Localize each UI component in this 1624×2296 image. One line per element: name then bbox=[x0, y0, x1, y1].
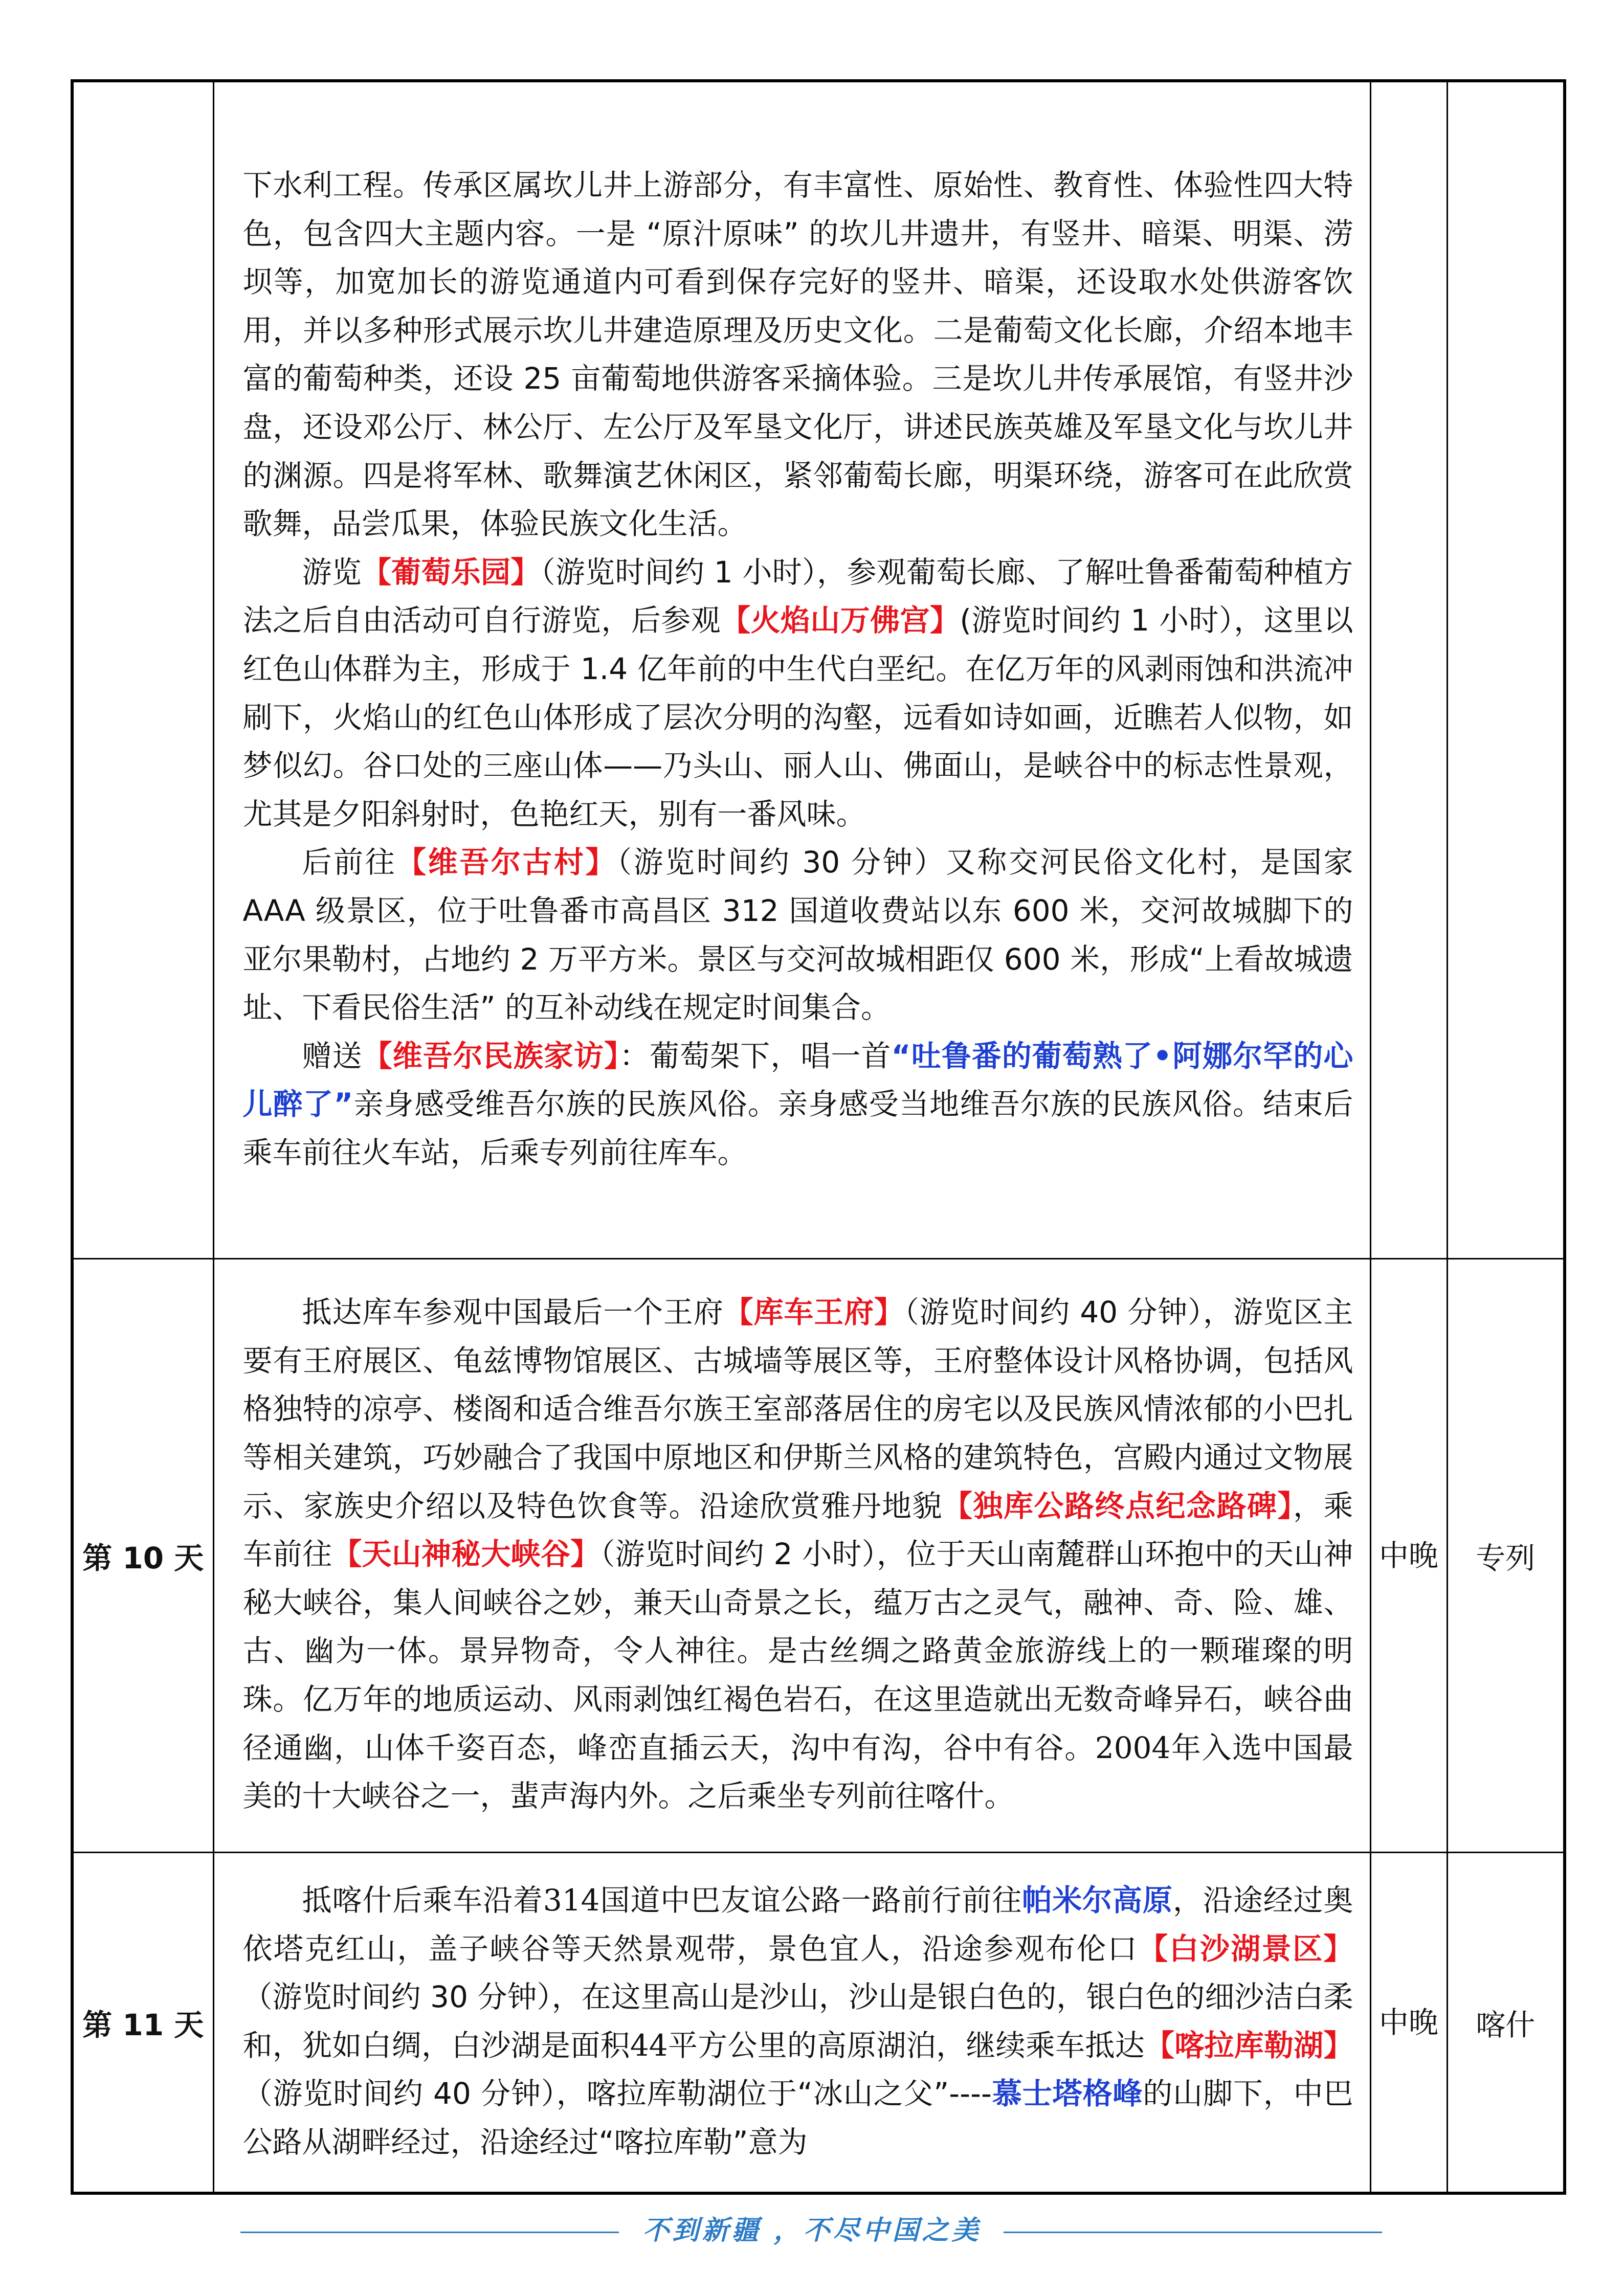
itinerary-table bbox=[71, 79, 1566, 2195]
meal-cell: 中晚 bbox=[1370, 1258, 1447, 1852]
text-run: 平方公里的高原湖泊，继续乘车抵达 bbox=[668, 2028, 1145, 2063]
meal-cell bbox=[1370, 81, 1447, 1258]
text-run: （游览时间约 40 分钟），游览区主要有王府展区、龟兹博物馆展区、古城墙等展区等，王府整体设计风格协调，包括风格独特的凉亭、楼阁和适合维吾尔族王室部落居住的房宅以及民族风情浓郁的小巴扎等相关建筑，巧妙融合了我国中原地区和伊斯兰风格的建筑特色，宫殿内通过文物展示、家族史介绍以及特色饮食等。沿途欣赏雅丹地貌 bbox=[242, 1295, 1353, 1523]
text-run: ，乘车前往 bbox=[242, 1488, 1353, 1572]
description-paragraph bbox=[243, 838, 1353, 1031]
text-run: 亲身感受维吾尔族的民族风俗。亲身感受当地维吾尔族的民族风俗。结束后乘车前往火车站，后乘专列前往库车。 bbox=[242, 1087, 1353, 1170]
table-row bbox=[72, 1258, 1565, 1852]
meal-cell: 中晚 bbox=[1370, 1852, 1447, 2193]
attraction-name: 【维吾尔古村】 bbox=[396, 845, 617, 880]
description-paragraph bbox=[243, 1288, 1353, 1820]
description-paragraph: 下水利工程。传承区属坎儿井上游部分，有丰富性、原始性、教育性、体验性四大特色，包含四大主题内容。一是 “原汁原味” 的坎儿井遗井，有竖井、暗渠、明渠、涝坝等，加宽加长的游览通道内可看到保存完好的竖井、暗渠，还设取水处供游客饮用，并以多种形式展示坎儿井建造原理及历史文化。二是葡萄文化长廊，介绍本地丰富的葡萄种类，还设 25 亩葡萄地供游客采摘体验。三是坎儿井传承展馆，有竖井沙盘，还设邓公厅、林公厅、左公厅及军垦文化厅，讲述民族英雄及军垦文化与坎儿井的渊源。四是将军林、歌舞演艺休闲区，紧邻葡萄长廊，明渠环绕，游客可在此欣赏歌舞，品尝瓜果，体验民族文化生活。 bbox=[242, 168, 1353, 542]
road-number: 314 bbox=[543, 1882, 600, 1918]
attraction-name: 【葡萄乐园】 bbox=[362, 554, 541, 590]
attraction-name: 【维吾尔民族家访】 bbox=[362, 1038, 620, 1073]
description-paragraph bbox=[243, 548, 1353, 839]
footer-slogan: 不到新疆 ，不尽中国之美 bbox=[642, 2215, 982, 2246]
song-title: “吐鲁番的葡萄熟了•阿娜尔罕的心儿醉了” bbox=[242, 1038, 1353, 1122]
text-run: 国道中巴友谊公路一路前行前往 bbox=[599, 1882, 1022, 1918]
text-run: （游览时间约 30 分钟），在这里高山是沙山，沙山是银白色的，银白色的细沙洁白柔和，犹如白绸，白沙湖是面积 bbox=[242, 1979, 1353, 2063]
text-run: ：葡萄架下，唱一首 bbox=[619, 1038, 892, 1073]
text-run: （游览时间约 1 小时），参观葡萄长廊、了解吐鲁番葡萄种植方法之后自由活动可自行游览，后参观 bbox=[242, 554, 1353, 638]
table-row bbox=[72, 81, 1565, 1258]
text-run: ，沿途经过奥依塔克红山，盖子峡谷等天然景观带，景色宜人，沿途参观布伦口 bbox=[242, 1882, 1353, 1966]
attraction-name: 【独库公路终点纪念路碑】 bbox=[942, 1488, 1293, 1523]
hotel-cell bbox=[1447, 81, 1565, 1258]
footer-divider-left bbox=[240, 2232, 619, 2233]
description-paragraph bbox=[243, 1876, 1353, 2167]
day-cell bbox=[72, 81, 213, 1258]
attraction-name: 【白沙湖景区】 bbox=[1138, 1931, 1353, 1966]
page-footer bbox=[0, 2215, 1624, 2246]
text-run: 抵喀什后乘车沿着 bbox=[302, 1882, 543, 1918]
text-run: （游览时间约 30 分钟）又称交河民俗文化村，是国家 AAA 级景区，位于吐鲁番市高昌区 312 国道收费站以东 600 米，交河故城脚下的亚尔果勒村，占地约 2 万平方米。景区与交河故城相距仅 600 米，形成“上看故城遗址、下看民俗生活” 的互补动线在规定时间集合。 bbox=[242, 845, 1353, 1025]
text-run: 赠送 bbox=[302, 1038, 363, 1073]
description-cell bbox=[213, 1852, 1370, 2193]
attraction-name: 【火焰山万佛宫】 bbox=[721, 603, 960, 638]
description-cell bbox=[213, 1258, 1370, 1852]
description-paragraph bbox=[243, 1032, 1353, 1177]
attraction-name: 【喀拉库勒湖】 bbox=[1144, 2028, 1353, 2063]
year-number: 2004 bbox=[1095, 1730, 1171, 1765]
day-cell: 第 11 天 bbox=[72, 1852, 213, 2193]
text-run: 游览 bbox=[302, 554, 362, 590]
text-run: 抵达库车参观中国最后一个王府 bbox=[302, 1295, 724, 1330]
description-cell bbox=[213, 81, 1370, 1258]
text-run: （游览时间约 40 分钟），喀拉库勒湖位于“冰山之父”---- bbox=[242, 2076, 992, 2111]
hotel-cell: 喀什 bbox=[1447, 1852, 1565, 2193]
place-name: 慕士塔格峰 bbox=[991, 2076, 1143, 2111]
text-run: 的山脚下，中巴公路从湖畔经过，沿途经过“喀拉库勒”意为 bbox=[242, 2076, 1353, 2159]
hotel-cell: 专列 bbox=[1447, 1258, 1565, 1852]
footer-divider-right bbox=[1004, 2232, 1382, 2233]
table-row bbox=[72, 1852, 1565, 2193]
attraction-name: 【天山神秘大峡谷】 bbox=[332, 1537, 600, 1572]
place-name: 帕米尔高原 bbox=[1022, 1882, 1173, 1918]
attraction-name: 【库车王府】 bbox=[723, 1295, 904, 1330]
text-run: 后前往 bbox=[302, 845, 397, 880]
text-run: 年入选中国最美的十大峡谷之一，蜚声海内外。之后乘坐专列前往喀什。 bbox=[242, 1730, 1353, 1814]
day-cell: 第 10 天 bbox=[72, 1258, 213, 1852]
text-run: （游览时间约 2 小时），位于天山南麓群山环抱中的天山神秘大峡谷，集人间峡谷之妙，兼天山奇景之长，蕴万古之灵气，融神、奇、险、雄、古、幽为一体。景异物奇，令人神往。是古丝绸之路黄金旅游线上的一颗璀璨的明珠。亿万年的地质运动、风雨剥蚀红褐色岩石，在这里造就出无数奇峰异石，峡谷曲径通幽，山体千姿百态，峰峦直插云天，沟中有沟，谷中有谷。 bbox=[242, 1537, 1353, 1765]
area-number: 44 bbox=[630, 2028, 668, 2063]
text-run: (游览时间约 1 小时），这里以红色山体群为主，形成于 1.4 亿年前的中生代白垩纪。在亿万年的风剥雨蚀和洪流冲刷下，火焰山的红色山体形成了层次分明的沟壑，远看如诗如画，近瞧若人似物，如梦似幻。谷口处的三座山体——乃头山、丽人山、佛面山，是峡谷中的标志性景观，尤其是夕阳斜射时，色艳红天，别有一番风味。 bbox=[242, 603, 1353, 831]
